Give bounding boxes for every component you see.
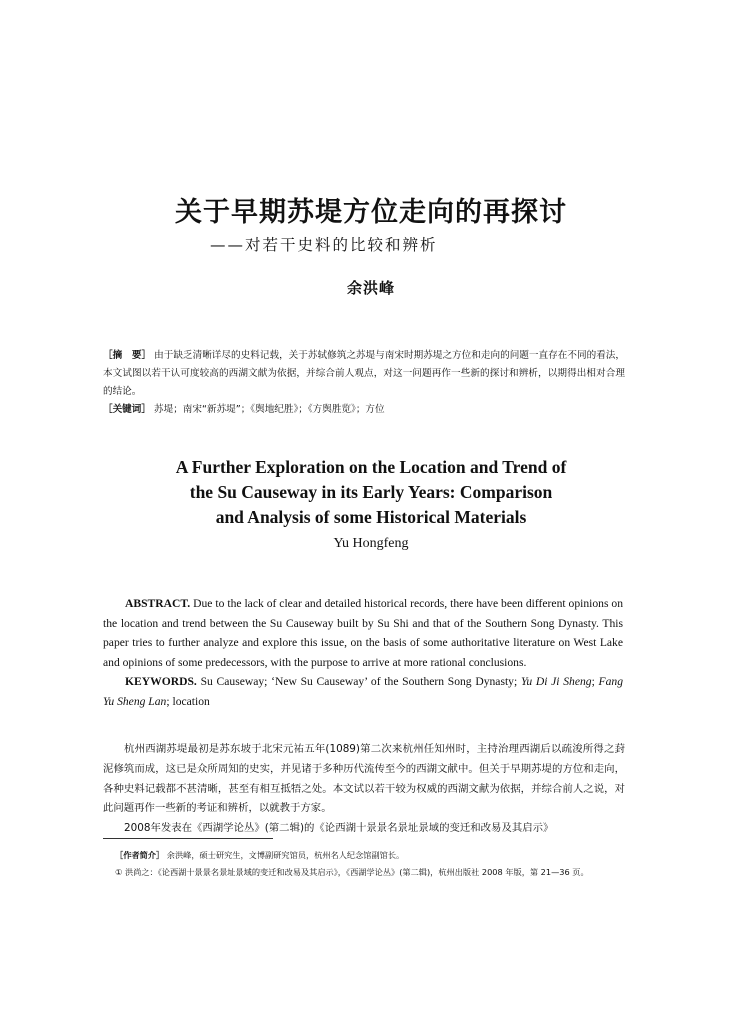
- english-keyword-italic-2: Fang Yu Sheng Lan: [103, 675, 624, 708]
- chinese-author: 余洪峰: [346, 279, 395, 297]
- english-abstract-text: Due to the lack of clear and detailed historical records, there have been different opinions on the location and trend between the Su Causeway built by Su Shi and that of the Southern Song Dynasty. This paper tries to further analyze and explore this issue, on the basis of some authoritative literature on West Lake and opinions of some predecessors, with the purpose to arrive at more rational conclusions.: [103, 597, 623, 669]
- footnote-author: [115, 847, 630, 864]
- footnote-1: ① 洪尚之：《论西湖十景景名景址景域的变迁和改易及其启示》，《西湖学论丛》(第二辑)，杭州出版社 2008 年版，第 21—36 页。: [115, 866, 589, 877]
- chinese-keywords-text: 苏堤；南宋“新苏堤”；《舆地纪胜》；《方舆胜览》；方位: [154, 404, 385, 415]
- english-keyword-separator: ;: [591, 675, 595, 689]
- english-abstract: [103, 594, 623, 672]
- english-abstract-block: [103, 594, 623, 712]
- english-keywords-label: KEYWORDS.: [125, 675, 197, 689]
- english-title: [0, 455, 742, 530]
- footnote-divider: [103, 838, 273, 839]
- english-title-line: and Analysis of some Historical Materials: [215, 507, 527, 527]
- english-author: Yu Hongfeng: [333, 536, 409, 551]
- english-title-line: the Su Causeway in its Early Years: Comparison: [189, 482, 553, 502]
- body-text: [103, 740, 625, 839]
- english-title-line: A Further Exploration on the Location and Trend of: [175, 457, 567, 477]
- chinese-abstract: [103, 347, 625, 401]
- english-keywords-text: Su Causeway; ‘New Su Causeway’ of the Southern Song Dynasty;: [200, 675, 518, 689]
- footnote-author-text: 余洪峰，硕士研究生，文博副研究馆员，杭州名人纪念馆副馆长。: [166, 850, 405, 860]
- chinese-title: 关于早期苏堤方位走向的再探讨: [175, 197, 567, 228]
- english-keywords: [103, 672, 623, 711]
- chinese-abstract-text: 由于缺乏清晰详尽的史料记载，关于苏轼修筑之苏堤与南宋时期苏堤之方位和走向的问题一直存在不同的看法，本文试图以若干认可度较高的西湖文献为依据，并综合前人观点，对这一问题再作一些新的探讨和辨析，以期得出相对合理的结论。: [103, 350, 626, 397]
- chinese-keywords-label: ［关键词］: [103, 404, 151, 415]
- english-keyword-tail: ; location: [166, 694, 210, 708]
- chinese-abstract-block: [103, 347, 625, 419]
- body-paragraph: 杭州西湖苏堤最初是苏东坡于北宋元祐五年(1089)第二次来杭州任知州时，主持治理西湖后以疏浚所得之葑泥修筑而成，这已是众所周知的史实，并见诸于多种历代流传至今的西湖文献中。但关于早期苏堤的方位和走向，各种史料记载都不甚清晰，甚至有相互抵牾之处。本文试以若干较为权威的西湖文献为依据，并综合前人之说，对此问题再作一些新的考证和辨析，以就教于方家。: [103, 743, 625, 815]
- footnotes: [115, 847, 630, 880]
- chinese-abstract-label: ［摘 要］: [103, 350, 152, 361]
- footnote-author-label: ［作者简介］: [115, 850, 165, 860]
- english-keyword-italic-1: Yu Di Ji Sheng: [520, 675, 592, 689]
- body-paragraph: 2008年发表在《西湖学论丛》(第二辑)的《论西湖十景景名景址景域的变迁和改易及其启示》: [124, 822, 554, 835]
- chinese-keywords: [103, 401, 625, 419]
- chinese-subtitle: ——对若干史料的比较和辨析: [210, 236, 438, 254]
- english-abstract-label: ABSTRACT.: [125, 597, 191, 610]
